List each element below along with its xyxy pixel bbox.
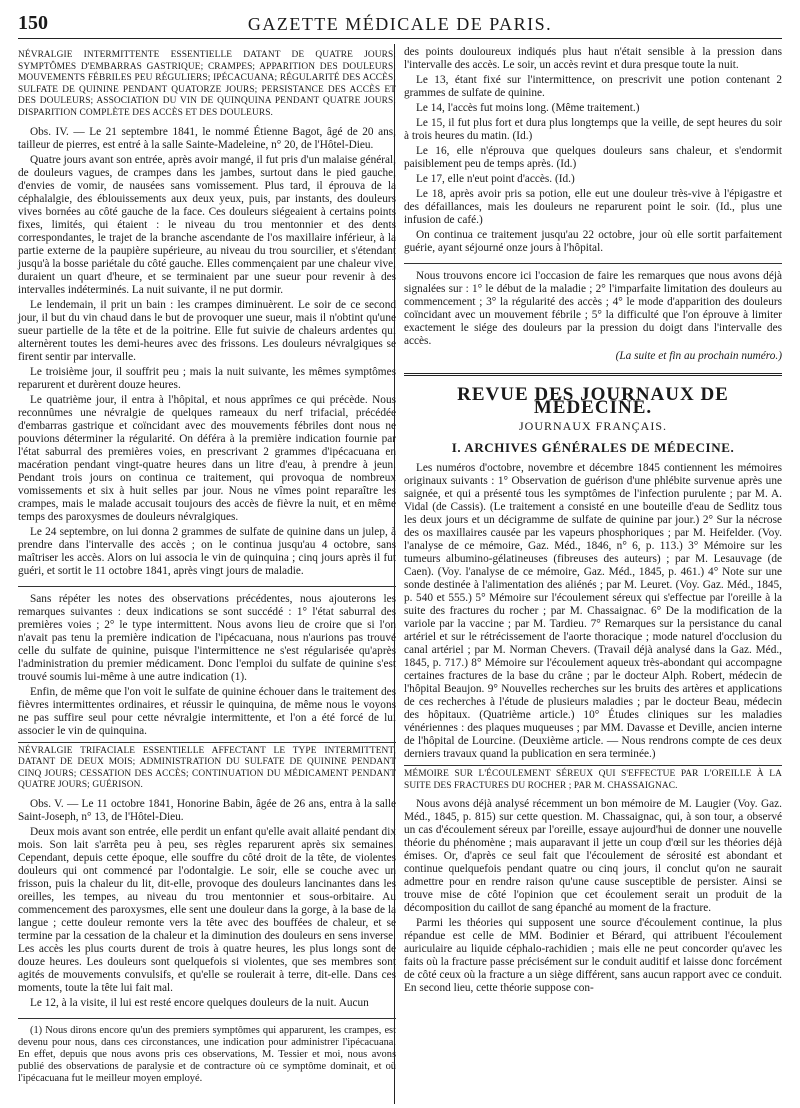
observation-4-intro: Obs. IV. — Le 21 septembre 1841, le nommé Étienne Bagot, âgé de 20 ans, tailleur de pierres, est entré à la salle Sainte-Madeleine, n° 20, de l'Hôtel-Dieu. <box>18 125 396 151</box>
paragraph-continued: des points douloureux indiqués plus haut n'était sensible à la pression dans l'intervalle des accès. Le soir, un accès revint et dura presque toute la nuit. <box>404 46 782 71</box>
paragraph: Parmi les théories qui supposent une source d'écoulement continue, la plus répandue est celle de MM. Bodinier et Bérard, qui attribuent l'écoulement auriculaire au liquide céphalo-rachidien ; mais elle ne peut concorder qu'avec les faits où la fracture passe précisément sur le conduit auditif et laisse donc forcément de côté ceux où la fracture a un siège différent, sans aucun rapport avec ce conduit. En second lieu, cette théorie suppose con- <box>404 917 782 995</box>
paragraph: Nous trouvons encore ici l'occasion de faire les remarques que nous avons déjà signalées sur : 1° le début de la maladie ; 2° l'imparfaite limitation des douleurs au commencement ; 3° la régularité des accès ; 4° le mode d'apparition des douleurs coïncidant avec un mouvement fébrile ; 5° la difficulté que l'on éprouve à limiter exactement le siége des douleurs par la pression du doigt dans l'intervalle des accès. <box>404 270 782 347</box>
paragraph: Deux mois avant son entrée, elle perdit un enfant qu'elle avait allaité pendant dix mois. Son lait s'arrêta peu à peu, ses règles reparurent après six semaines. Cependant, depuis cette époque, elle souffre du côté droit de la tête, de violentes douleurs qui ont commencé par l'odontalgie. Le soir, elle se couche avec un frisson, puis la chaleur du lit, dit-elle, provoque des douleurs lancinantes dans les oreilles, les tempes, au niveau du trou mentonnier et sous-orbitaire. Au commencement des paroxysmes, elle sent une douleur dans la gorge, à la base de la langue ; cette douleur remonte vers la tête avec des bouffées de chaleur, et se termine par la cessation de la chaleur et la diminution des douleurs en sens inverse. Les accès les plus courts durent de trois à quatre heures, les plus longs sont de douze heures. Les douleurs sont quelquefois si violentes, que ses membres sont agités de mouvements convulsifs, et qu'elle se roulerait à terre, dit-elle. Dans ces moments, toute la tête lui fait mal. <box>18 825 396 994</box>
journal-title: GAZETTE MÉDICALE DE PARIS. <box>247 14 553 34</box>
paragraph: Sans répéter les notes des observations précédentes, nous ajouterons les remarques suivantes : deux indications se sont succédé : 1° l'état saburral des premières voies ; 2° le type intermittent. Nous avons lieu de croire que si l'on n'avait pas tenu la première indication de l'ipécacuana, nous n'aurions pas trouvé celle du sulfate de quinine, puisque l'intermittence ne s'est régularisée qu'après l'administration du premier médicament. Donc l'emploi du sulfate de quinine s'est trouvé soumis lui-même à une autre indication (1). <box>18 592 396 683</box>
section-heading: I. ARCHIVES GÉNÉRALES DE MÉDECINE. <box>451 440 735 455</box>
paragraph: Les numéros d'octobre, novembre et décembre 1845 contiennent les mémoires originaux suivants : 1° Observation de guérison d'une phlébite survenue après une saignée, et qui a présenté tous les symptômes de l'infection purulente ; par M. A. Vidal (de Cassis). (Le traitement a consisté en une bouteille d'eau de Sedlitz tous les deux jours et un décigramme de sulfate de quinine par jour.) 2° Sur la nécrose des os maxillaires causée par les vapeurs phosphoriques ; par M. Heifelder. (Voy. l'analyse de ce mémoire, Gaz. Méd., 1846, n° 6, p. 113.) 3° Mémoire sur les tumeurs albumino-gélatineuses (fibreuses des auteurs) ; par M. Lesauvage (de Caen). (Voy. l'analyse de ce mémoire, Gaz. Méd., 1845, p. 461.) 4° Note sur une sonde destinée à l'alimentation des aliénés ; par M. Leuret. (Voy. Gaz. Méd., 1845, p. 540 et 555.) 5° Mémoire sur l'écoulement séreux qui s'effectue par l'oreille à la suite des fractures du rocher ; par M. Chassaignac. 6° De la modification de la variole par la vaccine ; par M. Tardieu. 7° Remarques sur la persistance du canal artériel et sur le rétrécissement de l'aorte thoracique ; mode naturel d'occlusion du canal artériel ; par M. Norman Chevers. (Travail déjà analysé dans la Gaz. Méd., 1845, p. 717.) 8° Mémoire sur l'écoulement aqueux très-abondant qui accompagne certaines fractures de la base du crâne ; par le docteur Alph. Robert, médecin de l'hôpital Beaujon. 9° Nouvelles recherches sur les bruits des artères et applications de ces recherches à l'étude de plusieurs maladies ; par le docteur Beau, médecin des hôpitaux. (Quatrième article.) 10° Études cliniques sur les maladies vénériennes : des plaques muqueuses ; par MM. Davasse et Deville, ancien interne de l'hôpital de Lourcine. (Deuxième article. — Nous rendrons compte de ces deux derniers travaux quand la publication en sera terminée.) <box>404 462 782 760</box>
right-column <box>404 46 782 997</box>
footnote-rule <box>18 1018 396 1019</box>
paragraph: Le 17, elle n'eut point d'accès. (Id.) <box>416 173 575 185</box>
footnote: (1) Nous dirons encore qu'un des premiers symptômes qui apparurent, les crampes, est devenu pour nous, dans ces circonstances, une indication pour administrer l'ipécacuana. En effet, depuis que nous avons pris ces observations, M. Tessier et moi, nous avons publié des observations de paralysie et de contracture où ce symptôme dominait, et où l'ipécacuana fut le meilleur moyen employé. <box>18 1024 396 1084</box>
section-separator <box>18 586 396 587</box>
continuation-note: (La suite et fin au prochain numéro.) <box>615 350 782 362</box>
header-rule <box>18 38 782 39</box>
case-heading-trifacial: NÉVRALGIE TRIFACIALE ESSENTIELLE AFFECTANT LE TYPE INTERMITTENT, DATANT DE DEUX MOIS; ADMINISTRATION DU SULFATE DE QUININE PENDANT CINQ JOURS; CESSATION DES ACCÈS; CONTINUATION DU MÉDICAMENT PENDANT QUATRE JOURS; GUÉRISON. <box>18 742 396 792</box>
observation-5-intro: Obs. V. — Le 11 octobre 1841, Honorine Babin, âgée de 26 ans, entra à la salle Saint-Joseph, n° 13, de l'Hôtel-Dieu. <box>18 797 396 823</box>
double-rule <box>404 373 782 376</box>
paragraph: Enfin, de même que l'on voit le sulfate de quinine échouer dans le traitement des fièvres intermittentes ordinaires, et réussir le quinquina, de même nous le voyons ne pas suffire seul pour cette névralgie intermittente, et l'on a été forcé de lui associer le vin de quinquina. <box>18 685 396 737</box>
page-header <box>18 10 782 40</box>
section-separator <box>404 263 782 264</box>
review-subtitle: JOURNAUX FRANÇAIS. <box>518 419 668 433</box>
paragraph: Le 18, après avoir pris sa potion, elle eut une douleur très-vive à l'épigastre et des défaillances, mais les douleurs ne reparurent point le soir. (Id., plus une infusion de café.) <box>404 188 782 226</box>
paragraph: Quatre jours avant son entrée, après avoir mangé, il fut pris d'un malaise général, de douleurs vagues, de crampes dans les jambes, surtout dans le pied gauche, d'envies de vomir, de nausées sans vomissement. Plus tard, il éprouva de la céphalalgie, des éblouissements aux deux yeux, puis, par instants, des douleurs vives bornées au côté gauche de la face. Ces douleurs siégeaient à certains points fixes, limités, qui étaient : le niveau du trou mentonnier et des dents correspondantes, le trajet de la branche ascendante de l'os maxillaire inférieur, à la partie externe de la paupière supérieure, au niveau du trou sourcilier, et s'étendant jusqu'à la bosse pariétale du côté gauche. Elles commençaient par une chaleur vive, duraient un quart d'heure, et se terminaient par une sueur pour revenir à des intervalles indéterminés. La nuit suivante, il ne put dormir. <box>18 153 396 296</box>
paragraph: Nous avons déjà analysé récemment un bon mémoire de M. Laugier (Voy. Gaz. Méd., 1845, p. 815) sur cette question. M. Chassaignac, qui, à son tour, a observé un cas d'écoulement séreux par l'oreille, essaye aujourd'hui de donner une nouvelle théorie du phénomène ; mais auparavant il jette un coup d'œil sur les théories déjà émises. Or, d'après ce seul fait que l'écoulement de sérosité est abondant et continue quelquefois pendant quatre ou cinq jours, il conclut qu'on ne saurait admettre pour en rendre raison qu'une cause susceptible de persister. Ainsi se trouve mise de côté l'opinion que cet écoulement serait un produit de la décomposition du caillot de sang épanché au moment de la fracture. <box>404 798 782 915</box>
left-column <box>18 46 396 1087</box>
paragraph: Le 12, à la visite, il lui est resté encore quelques douleurs de la nuit. Aucun <box>30 996 369 1009</box>
paragraph: Le 14, l'accès fut moins long. (Même traitement.) <box>416 102 640 114</box>
paragraph: Le 16, elle n'éprouva que quelques douleurs sans chaleur, et s'endormit paisiblement peu de temps après. (Id.) <box>404 145 782 170</box>
paragraph: Le lendemain, il prit un bain : les crampes diminuèrent. Le soir de ce second jour, il but du vin chaud dans le but de provoquer une sueur, mais il n'obtint qu'une sueur partielle de la tête et de la poitrine. Elle fut suivie de chaleurs ardentes qui alternèrent toutes les demi-heures avec des frissons. Les douleurs névralgiques se firent sentir par intervalle. <box>18 298 396 363</box>
case-heading-neuralgia: NÉVRALGIE INTERMITTENTE ESSENTIELLE DATANT DE QUATRE JOURS; SYMPTÔMES D'EMBARRAS GASTRIQUE; CRAMPES; APPARITION DES DOULEURS; MOUVEMENTS FÉBRILES PEU RÉGULIERS; IPÉCACUANA; RÉGULARITÉ DES ACCÈS; SULFATE DE QUININE PENDANT QUATORZE JOURS; PERSISTANCE DES ACCÈS ET DES DOULEURS; ASSOCIATION DU VIN DE QUINQUINA PENDANT QUATRE JOURS; DISPARITION COMPLÈTE DES ACCÈS ET DES DOULEURS. <box>18 50 396 118</box>
article-heading: MÉMOIRE SUR L'ÉCOULEMENT SÉREUX QUI S'EFFECTUE PAR L'OREILLE À LA SUITE DES FRACTURES DU ROCHER ; PAR M. CHASSAIGNAC. <box>404 765 782 792</box>
paragraph: Le 13, étant fixé sur l'intermittence, on prescrivit une potion contenant 2 grammes de sulfate de quinine. <box>404 74 782 99</box>
paragraph: On continua ce traitement jusqu'au 22 octobre, jour où elle sortit parfaitement guérie, ayant séjourné onze jours à l'hôpital. <box>404 229 782 254</box>
paragraph: Le troisième jour, il souffrit peu ; mais la nuit suivante, les mêmes symptômes reparurent et durèrent douze heures. <box>18 365 396 391</box>
paragraph: Le 15, il fut plus fort et dura plus longtemps que la veille, de sept heures du soir à trois heures du matin. (Id.) <box>404 117 782 142</box>
paragraph: Le quatrième jour, il entra à l'hôpital, et nous apprîmes ce qui précède. Nous reconnûmes une névralgie de quelques rameaux du nerf trifacial, précédée d'embarras gastrique et coïncidant avec des mouvements fébriles dont nous ne pouvions déterminer la régularité. On déféra à la première indication fournie par l'état saburral des premières voies, en prescrivant 2 grammes d'ipécacuana en macération pendant vingt-quatre heures dans un litre d'eau, à prendre à jeun. Pendant trois jours on continua ce traitement, qui provoqua de nombreux vomissements et six à huit selles par jour. Nous ne vîmes point reparaître les crampes, mais le malade accusait toujours des accès de fièvre la nuit, et en même temps des paroxysmes de douleurs névralgiques. <box>18 393 396 523</box>
page-number: 150 <box>18 12 48 34</box>
paragraph: Le 24 septembre, on lui donna 2 grammes de sulfate de quinine dans un julep, à prendre dans l'intervalle des accès ; on le continua jusqu'au 4 octobre, sans maîtriser les accès. Alors on lui associa le vin de quinquina ; cinq jours après il fut guéri, et sortit le 11 octobre 1841, après vingt jours de maladie. <box>18 525 396 577</box>
review-title: REVUE DES JOURNAUX DE MÉDECINE. <box>457 384 729 418</box>
